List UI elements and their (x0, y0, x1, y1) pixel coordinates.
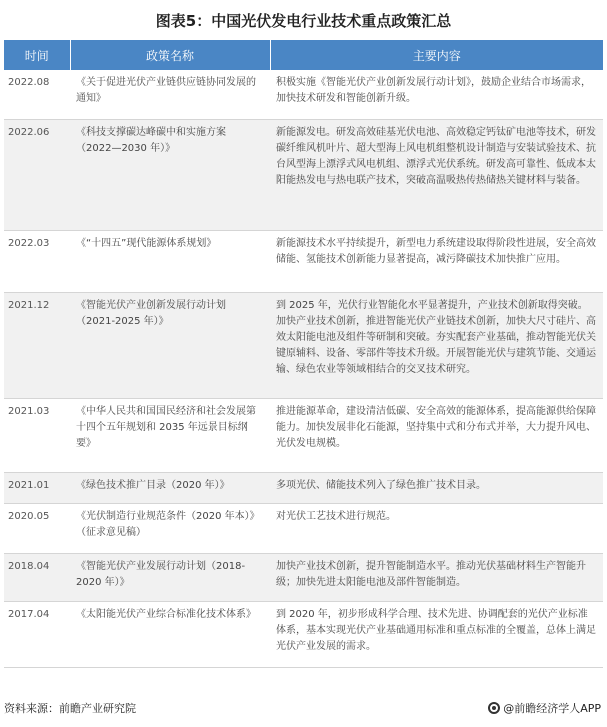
row-date: 2018.04 (4, 553, 70, 601)
row-content: 推进能源革命，建设清洁低碳、安全高效的能源体系，提高能源供给保障能力。加快发展非化石能源，坚持集中式和分布式并举，大力提升风电、光伏发电规模。 (270, 398, 603, 472)
row-policy: 《中华人民共和国国民经济和社会发展第十四个五年规划和 2035 年远景目标纲要》 (70, 398, 270, 472)
row-content: 积极实施《智能光伏产业创新发展行动计划》，鼓励企业结合市场需求，加快技术研发和智能创新升级。 (270, 70, 603, 119)
policy-table (4, 40, 603, 668)
row-policy: 《智能光伏产业创新发展行动计划（2021-2025 年）》 (70, 292, 270, 398)
table-header-row (4, 40, 603, 70)
chart-title: 图表5：中国光伏发电行业技术重点政策汇总 (155, 11, 452, 30)
row-content: 加快产业技术创新，提升智能制造水平。推动光伏基础材料生产智能升级；加快先进太阳能电池及部件智能制造。 (270, 553, 603, 601)
row-content: 多项光伏、储能技术列入了绿色推广技术目录。 (270, 472, 603, 503)
table-row (4, 601, 603, 667)
table-row (4, 119, 603, 230)
table-row (4, 230, 603, 292)
table-row (4, 398, 603, 472)
table-row (4, 503, 603, 553)
footer (0, 696, 607, 720)
row-policy: 《科技支撑碳达峰碳中和实施方案（2022—2030 年）》 (70, 119, 270, 230)
table-row (4, 472, 603, 503)
source-note: 资料来源：前瞻产业研究院 (4, 702, 136, 715)
column-header-content: 主要内容 (270, 40, 603, 70)
row-content: 到 2025 年，光伏行业智能化水平显著提升，产业技术创新取得突破。加快产业技术创新，推进智能光伏产业链技术创新，加快大尺寸硅片、高效太阳能电池及组件等研制和突破。夯实配套产业基础，推动智能光伏关键原辅料、设备、零部件等技术升级。开展智能光伏与建筑节能、交通运输、绿色农业等领域相结合的交叉技术研究。 (270, 292, 603, 398)
row-content: 对光伏工艺技术进行规范。 (270, 503, 603, 553)
row-date: 2021.01 (4, 472, 70, 503)
row-content: 到 2020 年，初步形成科学合理、技术先进、协调配套的光伏产业标准体系，基本实现光伏产业基础通用标准和重点标准的全覆盖，总体上满足光伏产业发展的需求。 (270, 601, 603, 667)
brand-label: @前瞻经济学人APP (503, 702, 601, 715)
row-date: 2020.05 (4, 503, 70, 553)
brand-logo-icon (488, 702, 500, 714)
row-policy: 《太阳能光伏产业综合标准化技术体系》 (70, 601, 270, 667)
row-date: 2022.06 (4, 119, 70, 230)
table-row (4, 70, 603, 119)
column-header-date: 时间 (4, 40, 70, 70)
column-header-policy: 政策名称 (70, 40, 270, 70)
row-policy: 《关于促进光伏产业链供应链协同发展的通知》 (70, 70, 270, 119)
brand-credit (488, 700, 601, 716)
row-policy: 《光伏制造行业规范条件（2020 年本）》（征求意见稿） (70, 503, 270, 553)
row-policy: 《绿色技术推广目录（2020 年）》 (70, 472, 270, 503)
row-content: 新能源发电。研发高效硅基光伏电池、高效稳定钙钛矿电池等技术，研发碳纤维风机叶片、超大型海上风电机组整机设计制造与安装试验技术、抗台风型海上漂浮式风电机组、漂浮式光伏系统。研发高可靠性、低成本太阳能热发电与热电联产技术，突破高温吸热传热储热关键材料与装备。 (270, 119, 603, 230)
row-date: 2017.04 (4, 601, 70, 667)
row-date: 2022.08 (4, 70, 70, 119)
row-date: 2022.03 (4, 230, 70, 292)
row-date: 2021.12 (4, 292, 70, 398)
row-policy: 《“十四五”现代能源体系规划》 (70, 230, 270, 292)
row-content: 新能源技术水平持续提升，新型电力系统建设取得阶段性进展，安全高效储能、氢能技术创新能力显著提高，减污降碳技术加快推广应用。 (270, 230, 603, 292)
table-row (4, 553, 603, 601)
row-policy: 《智能光伏产业发展行动计划（2018-2020 年）》 (70, 553, 270, 601)
table-row (4, 292, 603, 398)
row-date: 2021.03 (4, 398, 70, 472)
